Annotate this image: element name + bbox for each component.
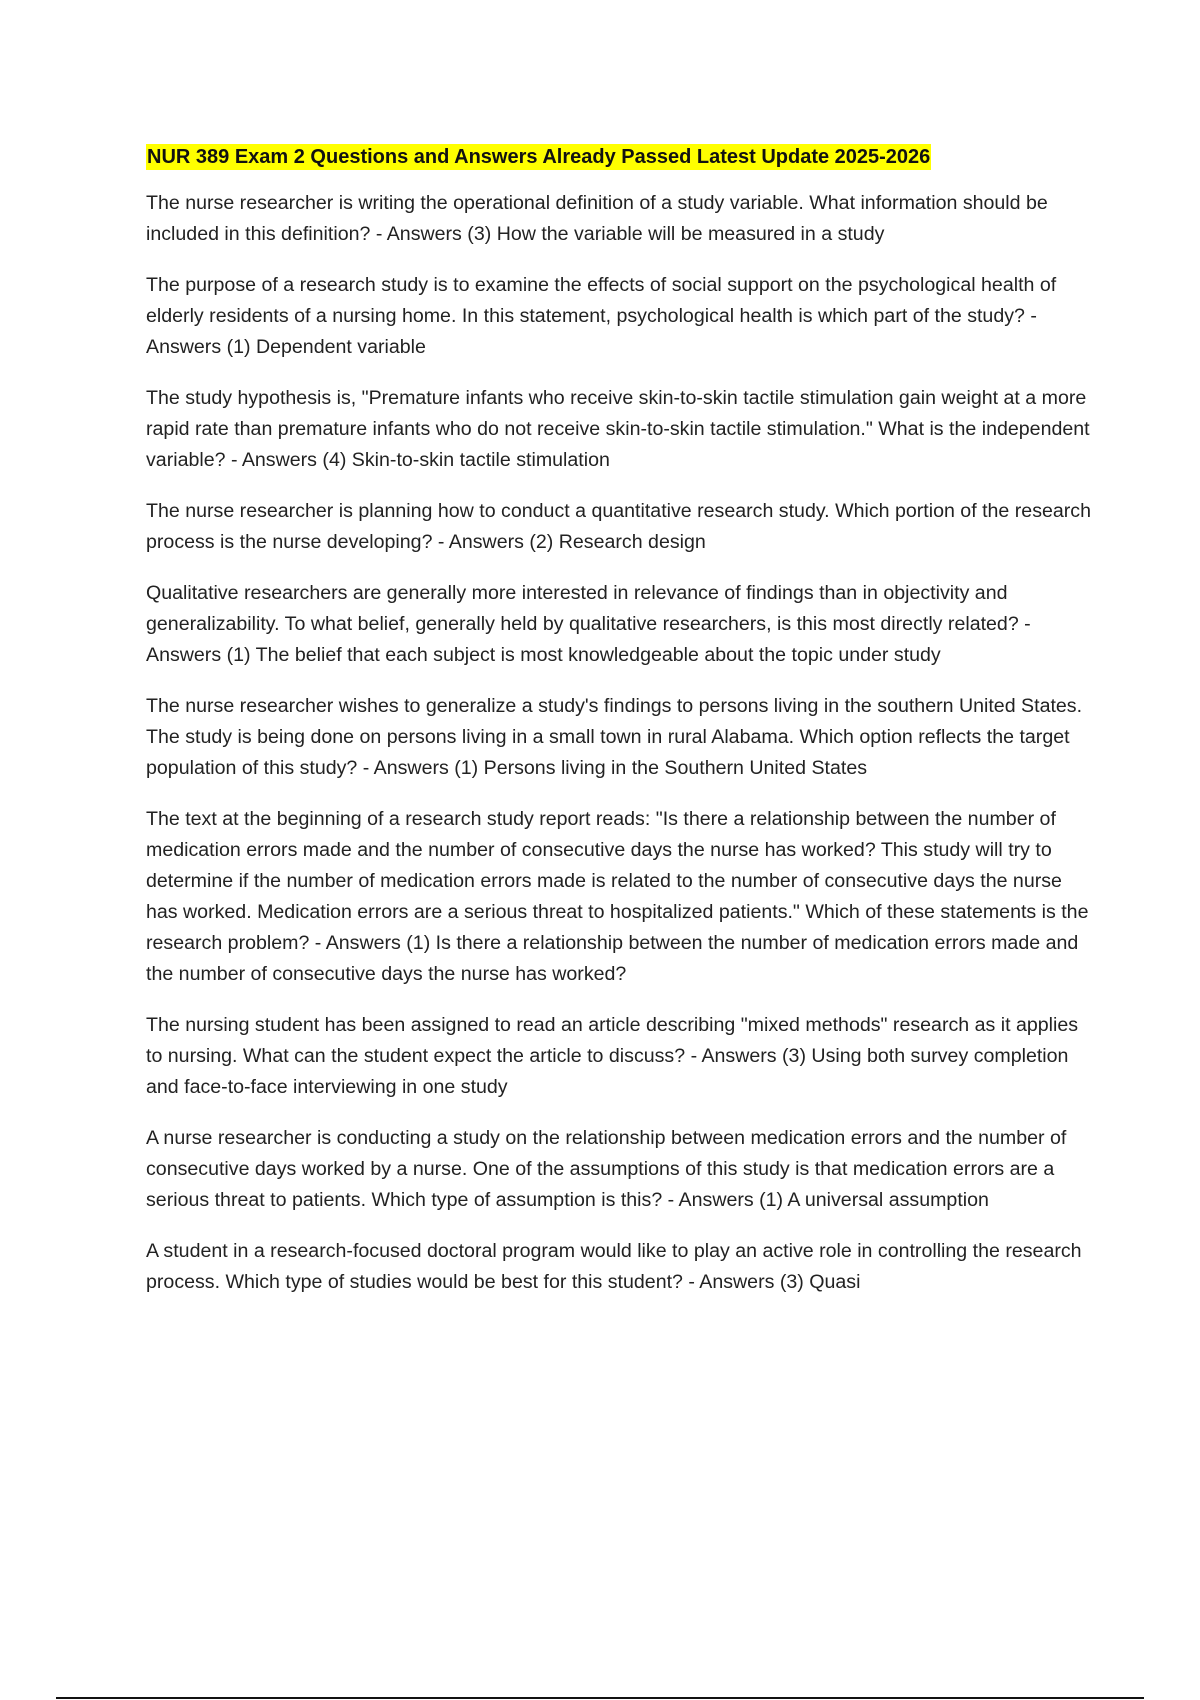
- question-answer-9: A nurse researcher is conducting a study on the relationship between medication errors and the number of consecutive days worked by a nurse. One of the assumptions of this study is that medication errors are a serious threat to patients. Which type of assumption is this? - Answers (1) A universal assumption: [146, 1127, 1067, 1211]
- title-highlight: NUR 389 Exam 2 Questions and Answers Already Passed Latest Update 2025-2026: [147, 146, 931, 168]
- question-answer-5: Qualitative researchers are generally more interested in relevance of findings than in objectivity and generalizability. To what belief, generally held by qualitative researchers, is this most directly related? - Answers (1) The belief that each subject is most knowledgeable about the topic under study: [146, 582, 1031, 666]
- question-answer-2: The purpose of a research study is to examine the effects of social support on the psychological health of elderly residents of a nursing home. In this statement, psychological health is which part of the study? - Answers (1) Dependent variable: [146, 274, 1057, 358]
- document-content: [146, 142, 1096, 1318]
- document-title: [146, 142, 1096, 172]
- question-answer-8: The nursing student has been assigned to read an article describing "mixed methods" research as it applies to nursing. What can the student expect the article to discuss? - Answers (3) Using both survey completion and face-to-face interviewing in one study: [146, 1014, 1079, 1098]
- question-answer-1: The nurse researcher is writing the operational definition of a study variable. What information should be included in this definition? - Answers (3) How the variable will be measured in a study: [146, 192, 1048, 245]
- question-answer-4: The nurse researcher is planning how to conduct a quantitative research study. Which portion of the research process is the nurse developing? - Answers (2) Research design: [146, 500, 1092, 553]
- question-answer-10: A student in a research-focused doctoral program would like to play an active role in controlling the research process. Which type of studies would be best for this student? - Answers (3) Quasi: [146, 1240, 1082, 1293]
- page-bottom-divider: [56, 1697, 1144, 1699]
- question-answer-3: The study hypothesis is, "Premature infants who receive skin-to-skin tactile stimulation gain weight at a more rapid rate than premature infants who do not receive skin-to-skin tactile stimulation." What is the independent variable? - Answers (4) Skin-to-skin tactile stimulation: [146, 387, 1090, 471]
- question-answer-7: The text at the beginning of a research study report reads: "Is there a relationship between the number of medication errors made and the number of consecutive days the nurse has worked? This study will try to determine if the number of medication errors made is related to the number of consecutive days the nurse has worked. Medication errors are a serious threat to hospitalized patients." Which of these statements is the research problem? - Answers (1) Is there a relationship between the number of medication errors made and the number of consecutive days the nurse has worked?: [146, 808, 1089, 985]
- question-answer-6: The nurse researcher wishes to generalize a study's findings to persons living in the southern United States. The study is being done on persons living in a small town in rural Alabama. Which option reflects the target population of this study? - Answers (1) Persons living in the Southern United States: [146, 695, 1083, 779]
